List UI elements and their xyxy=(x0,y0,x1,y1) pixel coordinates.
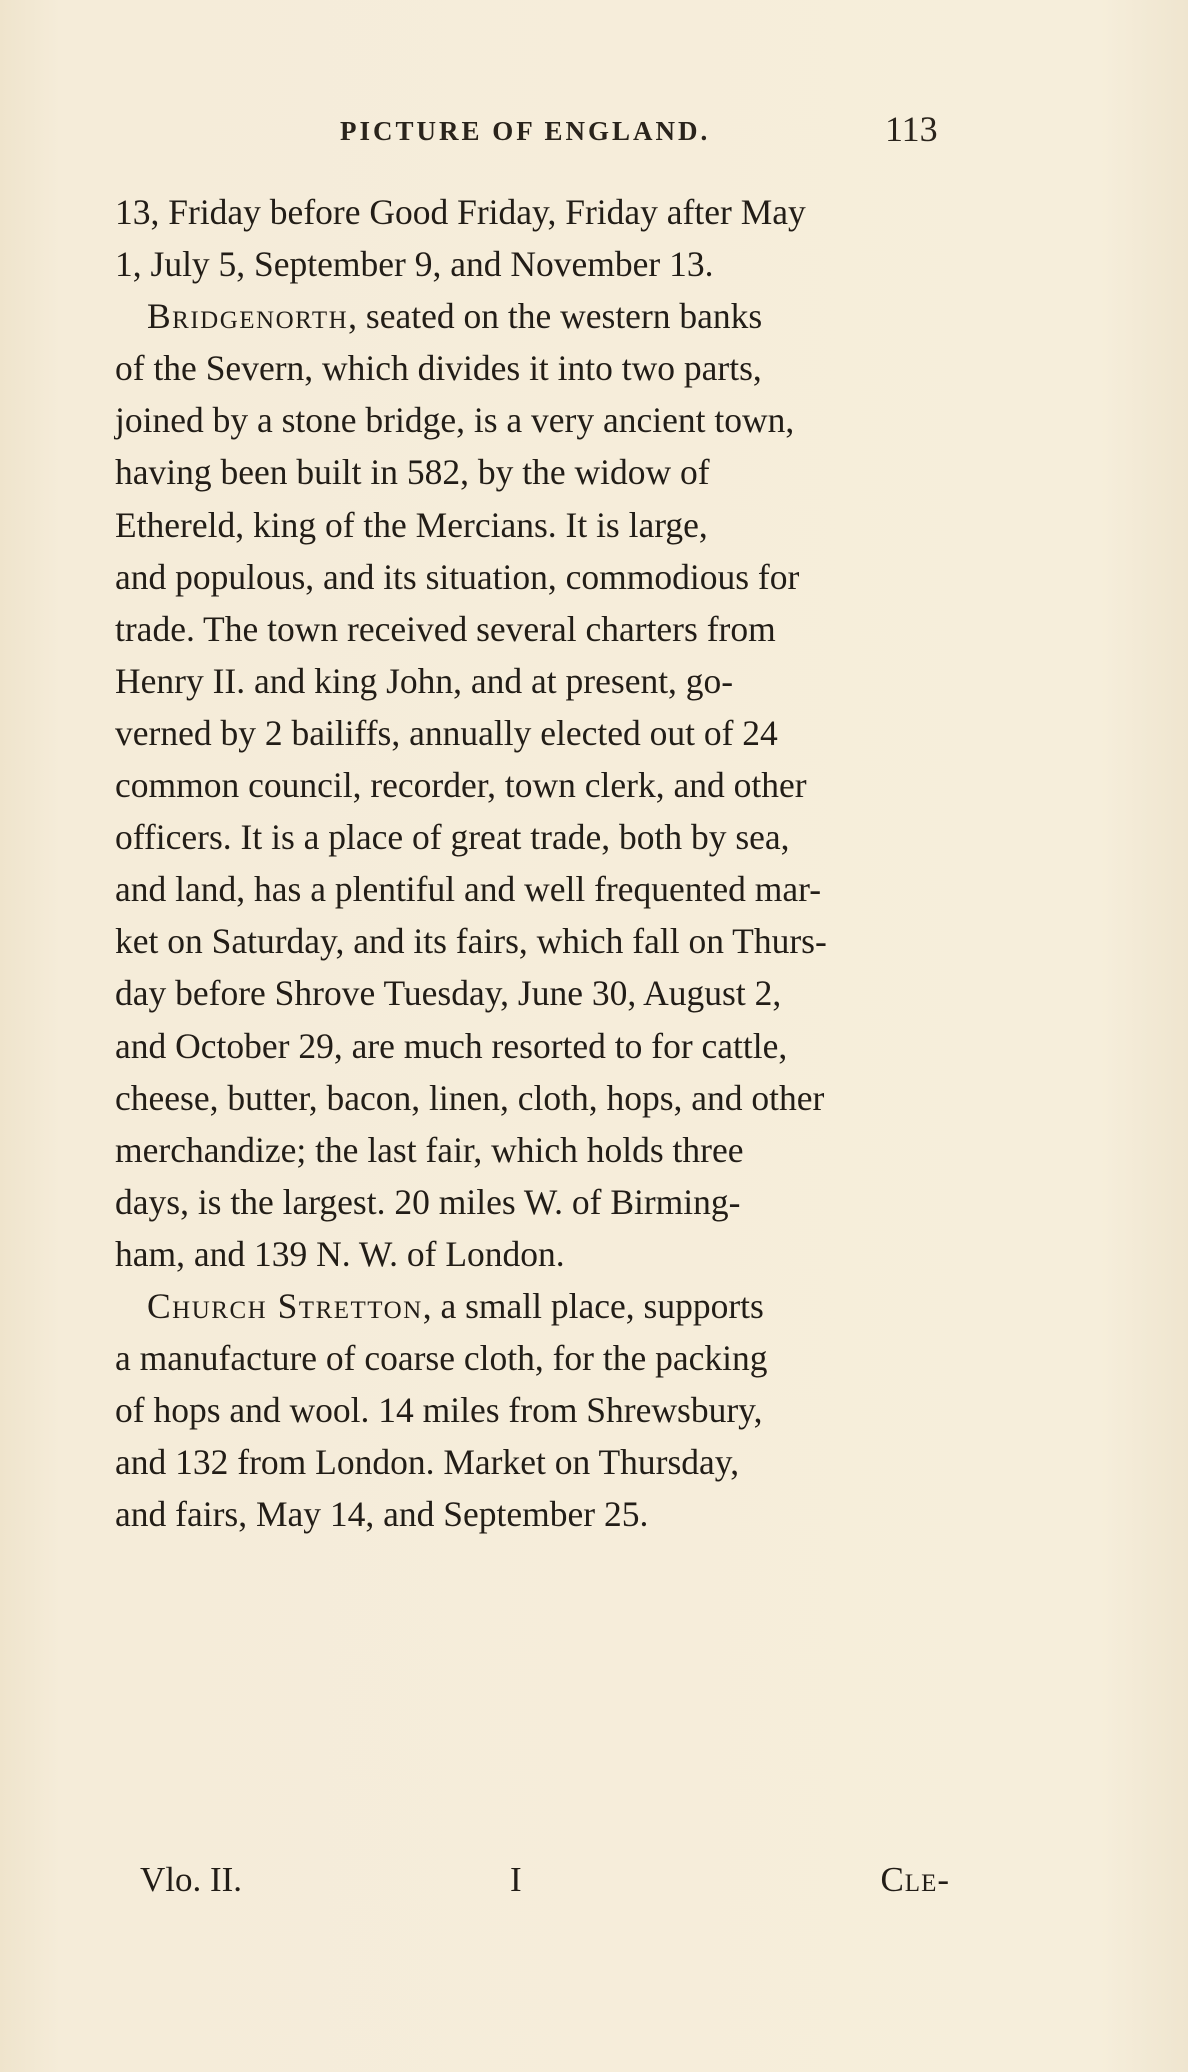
text-line: ket on Saturday, and its fairs, which fall on Thurs- xyxy=(115,921,827,962)
page-number: 113 xyxy=(885,109,938,149)
text-line: a manufacture of coarse cloth, for the packing xyxy=(115,1338,768,1379)
volume-signature: Vlo. II. xyxy=(140,1860,243,1899)
text-line: verned by 2 bailiffs, annually elected out of 24 xyxy=(115,712,778,753)
place-name-church-stretton: Church Stretton, a small place, supports xyxy=(147,1285,764,1326)
page-footer xyxy=(140,1855,950,1905)
text-line: and populous, and its situation, commodious for xyxy=(115,556,800,597)
running-title: PICTURE OF ENGLAND. xyxy=(340,116,711,146)
text-line: 1, July 5, September 9, and November 13. xyxy=(115,244,714,285)
text-line: officers. It is a place of great trade, both by sea, xyxy=(115,817,790,858)
text-line: day before Shrove Tuesday, June 30, August 2, xyxy=(115,973,782,1014)
body-text xyxy=(115,186,965,1540)
text-line: of hops and wool. 14 miles from Shrewsbury, xyxy=(115,1390,763,1431)
text-line: and 132 from London. Market on Thursday, xyxy=(115,1442,740,1483)
catchword: Cle- xyxy=(880,1860,950,1899)
text-line: and October 29, are much resorted to for cattle, xyxy=(115,1025,788,1066)
text-line: common council, recorder, town clerk, and other xyxy=(115,765,807,806)
text-line: and land, has a plentiful and well frequented mar- xyxy=(115,869,822,910)
text-line xyxy=(115,290,965,342)
text-line: days, is the largest. 20 miles W. of Birming- xyxy=(115,1181,741,1222)
text-line: joined by a stone bridge, is a very ancient town, xyxy=(115,400,795,441)
text-line: ham, and 139 N. W. of London. xyxy=(115,1233,565,1274)
signature-mark: I xyxy=(510,1860,522,1899)
text-line: Ethereld, king of the Mercians. It is large, xyxy=(115,504,708,545)
text-line: trade. The town received several charters from xyxy=(115,608,776,649)
text-line: and fairs, May 14, and September 25. xyxy=(115,1494,649,1535)
text-line xyxy=(115,1280,965,1332)
place-name-bridgenorth: Bridgenorth, seated on the western banks xyxy=(147,296,763,337)
text-line: of the Severn, which divides it into two parts, xyxy=(115,348,762,389)
text-line: having been built in 582, by the widow of xyxy=(115,452,710,493)
text-line: cheese, butter, bacon, linen, cloth, hops, and other xyxy=(115,1077,825,1118)
text-line: 13, Friday before Good Friday, Friday after May xyxy=(115,192,806,232)
text-line: merchandize; the last fair, which holds three xyxy=(115,1129,744,1170)
text-line: Henry II. and king John, and at present, go- xyxy=(115,660,734,701)
